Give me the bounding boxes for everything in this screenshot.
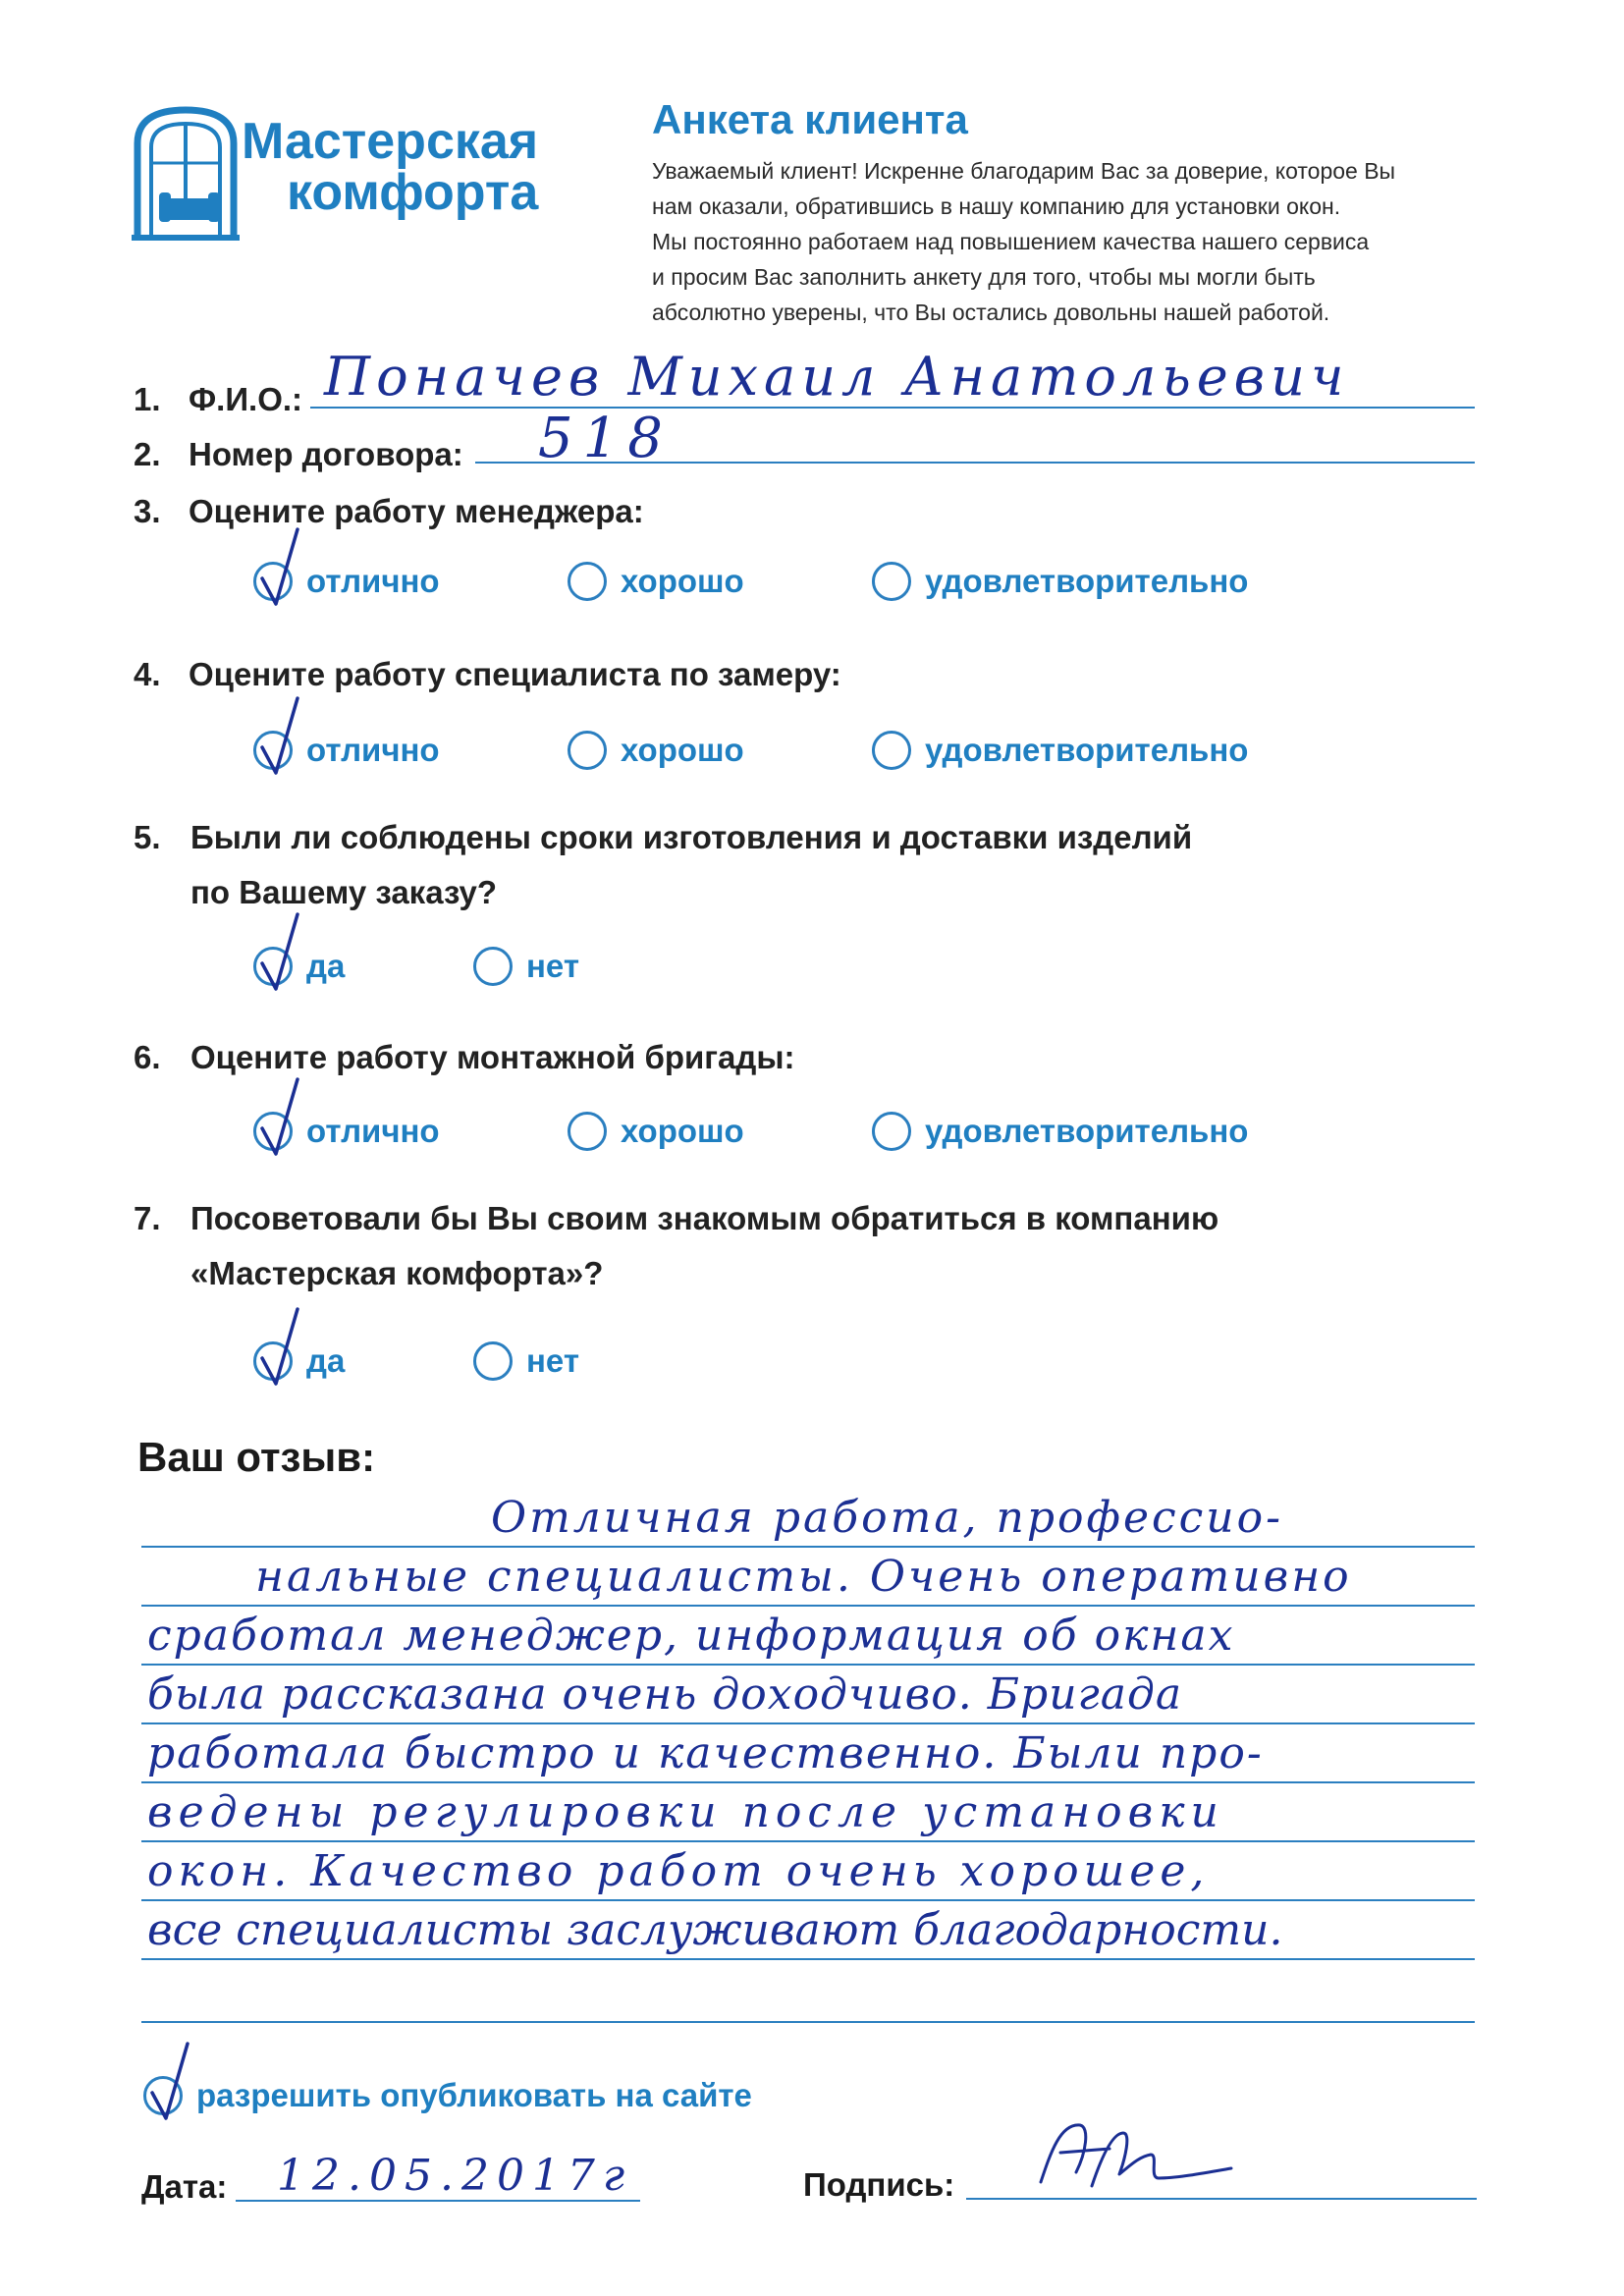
option-label: да [306,948,346,984]
q6-option-good[interactable] [568,1112,744,1151]
checkmark-icon [258,910,307,993]
review-text-line[interactable]: была рассказана очень доходчиво. Бригада [147,1669,1183,1720]
publish-consent-label: разрешить опубликовать на сайте [196,2077,752,2113]
q3-label: Оцените работу менеджера: [189,493,644,529]
logo-line1: Мастерская [242,113,539,170]
date-label: Дата: [141,2168,228,2205]
radio-circle[interactable] [568,1112,607,1151]
intro-line: и просим Вас заполнить анкету для того, чтобы мы могли быть [652,264,1316,290]
option-label: отлично [306,732,440,768]
intro-line: Мы постоянно работаем над повышением качества нашего сервиса [652,229,1370,254]
option-label: хорошо [621,563,744,599]
review-text-line[interactable]: все специалисты заслуживают благодарности. [147,1905,1283,1955]
review-line [141,1781,1475,1783]
review-line [141,1840,1475,1842]
review-text-line[interactable]: сработал менеджер, информация об окнах [147,1611,1235,1661]
q6-option-excellent[interactable] [253,1112,440,1151]
q3-option-satisfactory[interactable] [872,562,1248,601]
logo-window-icon [132,104,240,242]
q4-option-good[interactable] [568,731,744,770]
intro-line: Уважаемый клиент! Искренне благодарим Вас за доверие, которое Вы [652,158,1396,184]
checkmark-icon [258,1075,307,1158]
q6-number: 6. [134,1039,161,1075]
radio-circle[interactable] [253,947,293,986]
checkmark-icon [258,694,307,777]
q4-number: 4. [134,656,161,692]
q4-option-satisfactory[interactable] [872,731,1248,770]
review-line [141,1722,1475,1724]
option-label: хорошо [621,1113,744,1149]
option-label: удовлетворительно [925,563,1249,599]
intro-line: нам оказали, обратившись в нашу компанию для установки окон. [652,193,1341,219]
q5-label-line2: по Вашему заказу? [190,874,498,910]
contract-handwritten[interactable]: 518 [538,407,673,470]
review-line [141,1605,1475,1607]
review-line [141,1899,1475,1901]
review-title: Ваш отзыв: [137,1434,376,1480]
q3-number: 3. [134,493,161,529]
q1-number: 1. [134,381,161,417]
q5-option-yes[interactable] [253,947,345,986]
logo-wordmark [242,113,539,221]
radio-circle[interactable] [473,1341,513,1381]
option-label: отлично [306,1113,440,1149]
q7-option-yes[interactable] [253,1341,345,1381]
date-handwritten[interactable]: 12.05.2017г [277,2151,633,2201]
radio-circle[interactable] [568,562,607,601]
checkmark-icon [148,2040,197,2122]
q5-option-no[interactable] [473,947,579,986]
q5-label-line1: Были ли соблюдены сроки изготовления и доставки изделий [190,819,1193,855]
q6-option-satisfactory[interactable] [872,1112,1248,1151]
radio-circle[interactable] [253,1341,293,1381]
logo-line2: комфорта [287,164,539,221]
q4-label: Оцените работу специалиста по замеру: [189,656,841,692]
checkmark-icon [258,525,307,608]
q7-option-no[interactable] [473,1341,579,1381]
intro-text [652,153,1496,330]
signature-drawing[interactable] [1021,2113,1237,2204]
review-text-line[interactable]: Отличная работа, профессио- [491,1493,1283,1543]
q7-label-line2: «Мастерская комфорта»? [190,1255,604,1291]
option-label: нет [526,948,580,984]
q3-option-excellent[interactable] [253,562,440,601]
radio-circle[interactable] [473,947,513,986]
review-line [141,1664,1475,1666]
radio-circle[interactable] [568,731,607,770]
review-text-line[interactable]: окон. Качество работ очень хорошее, [147,1846,1210,1896]
fio-handwritten[interactable]: Поначев Михаил Анатольевич [324,346,1350,408]
option-label: нет [526,1342,580,1379]
radio-circle[interactable] [872,562,911,601]
review-text-line[interactable]: работала быстро и качественно. Были про- [147,1728,1264,1778]
review-text-line[interactable]: нальные специалисты. Очень оперативно [255,1552,1352,1602]
form-title: Анкета клиента [652,96,968,142]
option-label: отлично [306,563,440,599]
q7-number: 7. [134,1200,161,1236]
checkmark-icon [258,1305,307,1388]
intro-line: абсолютно уверены, что Вы остались довольны нашей работой. [652,300,1330,325]
review-line [141,2021,1475,2023]
option-label: удовлетворительно [925,732,1249,768]
q5-number: 5. [134,819,161,855]
checkbox-circle[interactable] [143,2076,183,2115]
signature-label: Подпись: [803,2166,955,2203]
review-text-line[interactable]: ведены регулировки после установки [147,1787,1224,1837]
q7-label-line1: Посоветовали бы Вы своим знакомым обратиться в компанию [190,1200,1219,1236]
review-line [141,1546,1475,1548]
option-label: удовлетворительно [925,1113,1249,1149]
publish-consent-checkbox[interactable] [143,2076,752,2115]
radio-circle[interactable] [253,562,293,601]
q4-option-excellent[interactable] [253,731,440,770]
radio-circle[interactable] [253,1112,293,1151]
option-label: хорошо [621,732,744,768]
option-label: да [306,1342,346,1379]
radio-circle[interactable] [872,731,911,770]
review-line [141,1958,1475,1960]
q2-number: 2. [134,436,161,472]
radio-circle[interactable] [872,1112,911,1151]
q1-label: Ф.И.О.: [189,381,303,417]
q3-option-good[interactable] [568,562,744,601]
q6-label: Оцените работу монтажной бригады: [190,1039,795,1075]
q2-label: Номер договора: [189,436,463,472]
radio-circle[interactable] [253,731,293,770]
